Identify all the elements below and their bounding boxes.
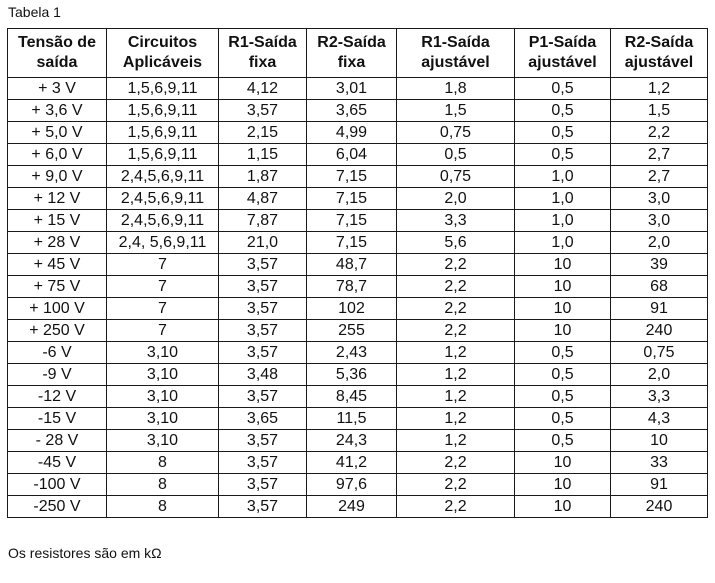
voltage-cell: -9 V	[8, 364, 107, 386]
r2-adjustable-cell: 2,2	[611, 122, 708, 144]
header-r1-adjustable: R1-Saída ajustável	[397, 29, 515, 78]
p1-adjustable-cell: 0,5	[515, 78, 611, 100]
table-row	[8, 452, 708, 474]
r1-adjustable-cell: 2,2	[397, 452, 515, 474]
p1-adjustable-cell: 0,5	[515, 364, 611, 386]
r2-fixed-cell: 102	[307, 298, 397, 320]
circuits-cell: 8	[107, 474, 219, 496]
voltage-cell: + 75 V	[8, 276, 107, 298]
r1-fixed-cell: 3,57	[219, 298, 307, 320]
circuits-cell: 3,10	[107, 408, 219, 430]
r1-adjustable-cell: 3,3	[397, 210, 515, 232]
r2-fixed-cell: 7,15	[307, 210, 397, 232]
circuits-cell: 3,10	[107, 364, 219, 386]
r1-fixed-cell: 1,15	[219, 144, 307, 166]
r1-adjustable-cell: 1,2	[397, 364, 515, 386]
p1-adjustable-cell: 0,5	[515, 100, 611, 122]
table-row	[8, 386, 708, 408]
table-row	[8, 232, 708, 254]
r2-fixed-cell: 11,5	[307, 408, 397, 430]
voltage-cell: - 28 V	[8, 430, 107, 452]
units-note: Os resistores são em kΩ	[8, 545, 162, 561]
p1-adjustable-cell: 1,0	[515, 188, 611, 210]
r1-adjustable-cell: 2,2	[397, 474, 515, 496]
r1-fixed-cell: 3,48	[219, 364, 307, 386]
r2-adjustable-cell: 240	[611, 320, 708, 342]
r2-adjustable-cell: 3,3	[611, 386, 708, 408]
circuits-cell: 1,5,6,9,11	[107, 78, 219, 100]
r1-adjustable-cell: 1,2	[397, 408, 515, 430]
r2-adjustable-cell: 91	[611, 474, 708, 496]
r2-fixed-cell: 2,43	[307, 342, 397, 364]
header-r2-fixed: R2-Saída fixa	[307, 29, 397, 78]
r2-adjustable-cell: 2,0	[611, 364, 708, 386]
p1-adjustable-cell: 10	[515, 452, 611, 474]
table-row	[8, 122, 708, 144]
r1-fixed-cell: 3,57	[219, 452, 307, 474]
circuits-cell: 3,10	[107, 342, 219, 364]
r2-adjustable-cell: 1,2	[611, 78, 708, 100]
circuits-cell: 2,4,5,6,9,11	[107, 166, 219, 188]
table-row	[8, 496, 708, 518]
r2-fixed-cell: 97,6	[307, 474, 397, 496]
r1-adjustable-cell: 1,5	[397, 100, 515, 122]
r2-fixed-cell: 4,99	[307, 122, 397, 144]
r2-adjustable-cell: 3,0	[611, 188, 708, 210]
table-row	[8, 276, 708, 298]
r2-fixed-cell: 48,7	[307, 254, 397, 276]
voltage-cell: + 28 V	[8, 232, 107, 254]
r2-adjustable-cell: 10	[611, 430, 708, 452]
r1-fixed-cell: 3,57	[219, 276, 307, 298]
p1-adjustable-cell: 10	[515, 298, 611, 320]
r2-fixed-cell: 6,04	[307, 144, 397, 166]
r1-fixed-cell: 21,0	[219, 232, 307, 254]
table-row	[8, 320, 708, 342]
circuits-cell: 3,10	[107, 386, 219, 408]
header-r2-adjustable: R2-Saída ajustável	[611, 29, 708, 78]
table-caption: Tabela 1	[8, 4, 61, 20]
r2-fixed-cell: 5,36	[307, 364, 397, 386]
circuits-cell: 7	[107, 320, 219, 342]
r2-adjustable-cell: 3,0	[611, 210, 708, 232]
r1-fixed-cell: 3,57	[219, 474, 307, 496]
voltage-cell: + 5,0 V	[8, 122, 107, 144]
voltage-cell: -12 V	[8, 386, 107, 408]
voltage-cell: + 250 V	[8, 320, 107, 342]
r1-adjustable-cell: 0,75	[397, 166, 515, 188]
table-row	[8, 342, 708, 364]
circuits-cell: 7	[107, 298, 219, 320]
r1-adjustable-cell: 2,2	[397, 298, 515, 320]
r1-adjustable-cell: 2,2	[397, 320, 515, 342]
voltage-cell: + 6,0 V	[8, 144, 107, 166]
r2-adjustable-cell: 2,7	[611, 166, 708, 188]
table-row	[8, 430, 708, 452]
header-applicable-circuits: Circuitos Aplicáveis	[107, 29, 219, 78]
r1-fixed-cell: 4,87	[219, 188, 307, 210]
r1-adjustable-cell: 1,2	[397, 430, 515, 452]
table-row	[8, 474, 708, 496]
r2-adjustable-cell: 2,0	[611, 232, 708, 254]
r1-adjustable-cell: 5,6	[397, 232, 515, 254]
table-row	[8, 188, 708, 210]
r1-fixed-cell: 7,87	[219, 210, 307, 232]
table-row	[8, 144, 708, 166]
r1-fixed-cell: 3,57	[219, 320, 307, 342]
r2-adjustable-cell: 39	[611, 254, 708, 276]
circuits-cell: 1,5,6,9,11	[107, 144, 219, 166]
table-row	[8, 254, 708, 276]
r2-fixed-cell: 249	[307, 496, 397, 518]
r1-adjustable-cell: 0,75	[397, 122, 515, 144]
circuits-cell: 1,5,6,9,11	[107, 122, 219, 144]
header-output-voltage: Tensão de saída	[8, 29, 107, 78]
p1-adjustable-cell: 1,0	[515, 166, 611, 188]
table-row	[8, 298, 708, 320]
table-row	[8, 78, 708, 100]
circuits-cell: 2,4,5,6,9,11	[107, 188, 219, 210]
r2-fixed-cell: 7,15	[307, 232, 397, 254]
voltage-cell: + 12 V	[8, 188, 107, 210]
r2-fixed-cell: 3,65	[307, 100, 397, 122]
p1-adjustable-cell: 10	[515, 320, 611, 342]
r2-fixed-cell: 8,45	[307, 386, 397, 408]
r2-fixed-cell: 78,7	[307, 276, 397, 298]
p1-adjustable-cell: 1,0	[515, 232, 611, 254]
circuits-cell: 2,4, 5,6,9,11	[107, 232, 219, 254]
r1-adjustable-cell: 2,0	[397, 188, 515, 210]
voltage-cell: + 3 V	[8, 78, 107, 100]
table-row	[8, 210, 708, 232]
r1-adjustable-cell: 1,8	[397, 78, 515, 100]
table-row	[8, 408, 708, 430]
voltage-cell: + 100 V	[8, 298, 107, 320]
table-row	[8, 100, 708, 122]
r2-fixed-cell: 7,15	[307, 166, 397, 188]
voltage-cell: -15 V	[8, 408, 107, 430]
p1-adjustable-cell: 0,5	[515, 430, 611, 452]
voltage-cell: -100 V	[8, 474, 107, 496]
r1-adjustable-cell: 1,2	[397, 342, 515, 364]
r2-fixed-cell: 7,15	[307, 188, 397, 210]
r1-fixed-cell: 3,57	[219, 386, 307, 408]
r2-adjustable-cell: 4,3	[611, 408, 708, 430]
p1-adjustable-cell: 10	[515, 496, 611, 518]
r2-adjustable-cell: 91	[611, 298, 708, 320]
circuits-cell: 3,10	[107, 430, 219, 452]
r2-adjustable-cell: 0,75	[611, 342, 708, 364]
p1-adjustable-cell: 0,5	[515, 408, 611, 430]
p1-adjustable-cell: 0,5	[515, 386, 611, 408]
circuits-cell: 1,5,6,9,11	[107, 100, 219, 122]
r2-fixed-cell: 41,2	[307, 452, 397, 474]
voltage-cell: -6 V	[8, 342, 107, 364]
p1-adjustable-cell: 0,5	[515, 144, 611, 166]
p1-adjustable-cell: 0,5	[515, 122, 611, 144]
voltage-cell: -250 V	[8, 496, 107, 518]
r1-fixed-cell: 2,15	[219, 122, 307, 144]
r2-fixed-cell: 255	[307, 320, 397, 342]
r1-fixed-cell: 3,57	[219, 496, 307, 518]
r1-adjustable-cell: 0,5	[397, 144, 515, 166]
table-row	[8, 166, 708, 188]
r1-fixed-cell: 4,12	[219, 78, 307, 100]
p1-adjustable-cell: 10	[515, 254, 611, 276]
r2-fixed-cell: 3,01	[307, 78, 397, 100]
r1-adjustable-cell: 1,2	[397, 386, 515, 408]
header-r1-fixed: R1-Saída fixa	[219, 29, 307, 78]
p1-adjustable-cell: 10	[515, 276, 611, 298]
r1-adjustable-cell: 2,2	[397, 496, 515, 518]
r2-adjustable-cell: 1,5	[611, 100, 708, 122]
r1-adjustable-cell: 2,2	[397, 254, 515, 276]
r1-adjustable-cell: 2,2	[397, 276, 515, 298]
header-row	[8, 29, 708, 78]
circuits-cell: 8	[107, 452, 219, 474]
p1-adjustable-cell: 10	[515, 474, 611, 496]
header-p1-adjustable: P1-Saída ajustável	[515, 29, 611, 78]
resistor-table	[7, 28, 708, 518]
r2-adjustable-cell: 2,7	[611, 144, 708, 166]
r1-fixed-cell: 3,57	[219, 430, 307, 452]
p1-adjustable-cell: 1,0	[515, 210, 611, 232]
table-row	[8, 364, 708, 386]
r1-fixed-cell: 3,65	[219, 408, 307, 430]
r2-adjustable-cell: 68	[611, 276, 708, 298]
r2-adjustable-cell: 33	[611, 452, 708, 474]
r2-adjustable-cell: 240	[611, 496, 708, 518]
circuits-cell: 7	[107, 254, 219, 276]
voltage-cell: + 9,0 V	[8, 166, 107, 188]
voltage-cell: + 3,6 V	[8, 100, 107, 122]
circuits-cell: 8	[107, 496, 219, 518]
r1-fixed-cell: 1,87	[219, 166, 307, 188]
r1-fixed-cell: 3,57	[219, 342, 307, 364]
r1-fixed-cell: 3,57	[219, 100, 307, 122]
table-body	[8, 78, 708, 518]
voltage-cell: -45 V	[8, 452, 107, 474]
p1-adjustable-cell: 0,5	[515, 342, 611, 364]
circuits-cell: 7	[107, 276, 219, 298]
voltage-cell: + 15 V	[8, 210, 107, 232]
circuits-cell: 2,4,5,6,9,11	[107, 210, 219, 232]
r2-fixed-cell: 24,3	[307, 430, 397, 452]
r1-fixed-cell: 3,57	[219, 254, 307, 276]
voltage-cell: + 45 V	[8, 254, 107, 276]
